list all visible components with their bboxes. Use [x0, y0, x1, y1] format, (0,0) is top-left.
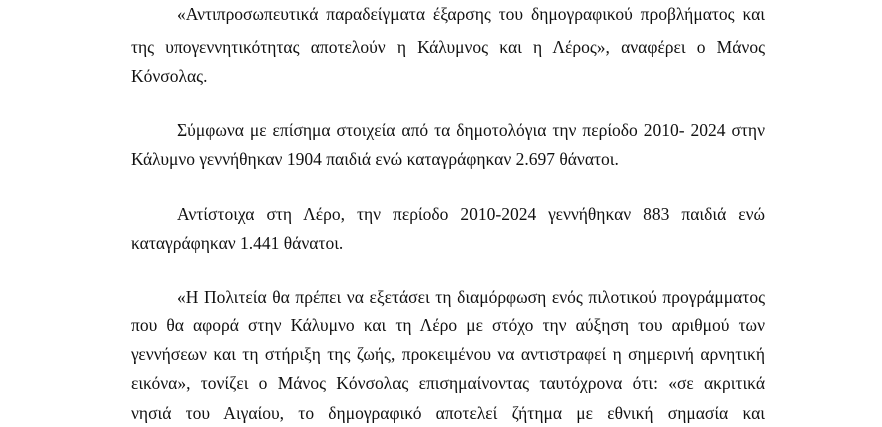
paragraph-2-line-2: Κάλυμνο γεννήθηκαν 1904 παιδιά ενώ καταγράφηκαν 2.697 θάνατοι.: [131, 149, 619, 169]
paragraph-4-line-2: που θα αφορά στην Κάλυμνο και τη Λέρο με στόχο την αύξηση του αριθμού των: [131, 315, 765, 335]
paragraph-4-line-3: γεννήσεων και τη στήριξη της ζωής, προκειμένου να αντιστραφεί η σημερινή αρνητική: [131, 344, 765, 364]
paragraph-1-line-3: Κόνσολας.: [131, 66, 208, 86]
paragraph-3-line-2: καταγράφηκαν 1.441 θάνατοι.: [131, 233, 344, 253]
paragraph-1-line-1: «Αντιπροσωπευτικά παραδείγματα έξαρσης του δημογραφικού προβλήματος και: [177, 4, 765, 24]
paragraph-4-line-1: «Η Πολιτεία θα πρέπει να εξετάσει τη διαμόρφωση ενός πιλοτικού προγράμματος: [177, 287, 765, 307]
paragraph-4-line-4: εικόνα», τονίζει ο Μάνος Κόνσολας επισημαίνοντας ταυτόχρονα ότι: «σε ακριτικά: [131, 373, 765, 393]
paragraph-1-line-2: της υπογεννητικότητας αποτελούν η Κάλυμνος και η Λέρος», αναφέρει ο Μάνος: [131, 37, 765, 57]
paragraph-4-line-5: νησιά του Αιγαίου, το δημογραφικό αποτελεί ζήτημα με εθνική σημασία και: [131, 403, 765, 423]
paragraph-3-line-1: Αντίστοιχα στη Λέρο, την περίοδο 2010-2024 γεννήθηκαν 883 παιδιά ενώ: [177, 204, 765, 224]
paragraph-2-line-1: Σύμφωνα με επίσημα στοιχεία από τα δημοτολόγια την περίοδο 2010- 2024 στην: [177, 120, 765, 140]
